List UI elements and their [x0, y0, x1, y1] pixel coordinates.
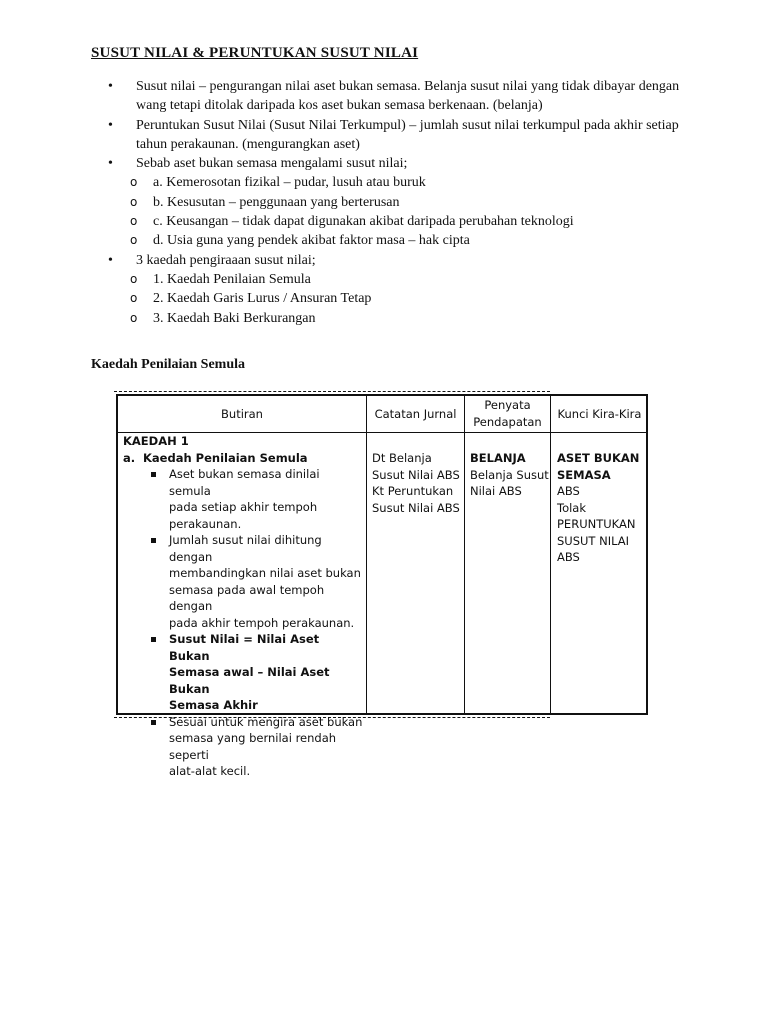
list-item: Aset bukan semasa dinilai semula pada setiap akhir tempoh perakaunan. — [123, 466, 363, 532]
bullet-icon: • — [108, 117, 113, 133]
sub-list-item: o 1. Kaedah Penilaian Semula — [108, 270, 738, 289]
page-title: SUSUT NILAI & PERUNTUKAN SUSUT NILAI — [91, 45, 419, 61]
list-item: Susut Nilai = Nilai Aset Bukan Semasa awal – Nilai Aset Bukan Semasa Akhir — [123, 631, 363, 714]
sub-list — [108, 270, 738, 328]
cell-penyata-pendapatan: BELANJA Belanja Susut Nilai ABS — [470, 451, 549, 498]
circle-bullet-icon: o — [130, 233, 138, 248]
list-item-line: Sebab aset bukan semasa mengalami susut nilai; — [136, 156, 408, 172]
list-item: Sesuai untuk mengira aset bukan semasa yang bernilai rendah seperti alat-alat kecil. — [123, 714, 363, 780]
sub-list-item: o a. Kemerosotan fizikal – pudar, lusuh atau buruk — [108, 173, 738, 192]
list-item-line: Peruntukan Susut Nilai (Susut Nilai Terkumpul) – jumlah susut nilai terkumpul pada akhir setiap — [136, 117, 679, 133]
sub-list-item: o 3. Kaedah Baki Berkurangan — [108, 309, 738, 328]
sub-list-item: o d. Usia guna yang pendek akibat faktor masa – hak cipta — [108, 231, 738, 250]
kaedah-label: KAEDAH 1 — [123, 434, 189, 448]
bullet-list — [108, 77, 738, 328]
cell-catatan-jurnal: Dt Belanja Susut Nilai ABS Kt Peruntukan Susut Nilai ABS — [372, 451, 460, 515]
square-bullet-icon — [151, 637, 156, 642]
list-item-line: Susut nilai – pengurangan nilai aset bukan semasa. Belanja susut nilai yang tidak dibayar dengan — [136, 79, 680, 94]
dashed-border-bottom — [114, 717, 550, 718]
section-heading: Kaedah Penilaian Semula — [91, 357, 246, 372]
circle-bullet-icon: o — [130, 175, 138, 190]
list-item — [108, 77, 738, 116]
header-butiran: Butiran — [221, 406, 263, 421]
bullet-icon: • — [108, 156, 113, 172]
bullet-icon: • — [108, 252, 113, 268]
column-divider — [366, 396, 367, 713]
cell-kunci-kira-kira: ASET BUKAN SEMASA ABS Tolak PERUNTUKAN SUSUT NILAI ABS — [557, 451, 640, 564]
square-bullet-icon — [151, 720, 156, 725]
table — [116, 394, 648, 778]
list-item-line: wang tetapi ditolak daripada kos aset bukan semasa berkenaan. (belanja) — [136, 98, 543, 114]
sub-list — [108, 173, 738, 250]
list-item — [108, 154, 738, 173]
list-item-line: tahun perakaunan. (mengurangkan aset) — [136, 136, 360, 152]
circle-bullet-icon: o — [130, 291, 138, 306]
circle-bullet-icon: o — [130, 214, 138, 229]
sub-list-item: o c. Keusangan – tidak dapat digunakan akibat daripada perubahan teknologi — [108, 212, 738, 231]
list-item — [108, 251, 738, 270]
circle-bullet-icon: o — [130, 310, 138, 325]
table-image — [116, 394, 648, 778]
dashed-border-top — [114, 391, 550, 392]
bullet-icon: • — [108, 79, 113, 94]
kaedah-title: a. Kaedah Penilaian Semula — [123, 450, 308, 465]
column-divider — [464, 396, 465, 713]
sub-list-item: o 2. Kaedah Garis Lurus / Ansuran Tetap — [108, 289, 738, 308]
list-item — [108, 116, 738, 155]
sub-list-item: o b. Kesusutan – penggunaan yang berterusan — [108, 193, 738, 212]
square-bullet-icon — [151, 472, 156, 477]
circle-bullet-icon: o — [130, 194, 138, 209]
header-kunci-kira-kira: Kunci Kira-Kira — [557, 406, 642, 421]
list-item: Jumlah susut nilai dihitung dengan membandingkan nilai aset bukan semasa pada awal tempoh dengan pada akhir tempoh perakaunan. — [123, 532, 363, 631]
circle-bullet-icon: o — [130, 271, 138, 286]
column-divider — [550, 396, 551, 713]
cell-butiran — [123, 433, 363, 780]
header-catatan-jurnal: Catatan Jurnal — [374, 406, 457, 421]
list-item-line: 3 kaedah pengiraaan susut nilai; — [136, 252, 316, 268]
header-penyata-pendapatan: Penyata Pendapatan — [473, 398, 542, 429]
square-bullet-icon — [151, 538, 156, 543]
